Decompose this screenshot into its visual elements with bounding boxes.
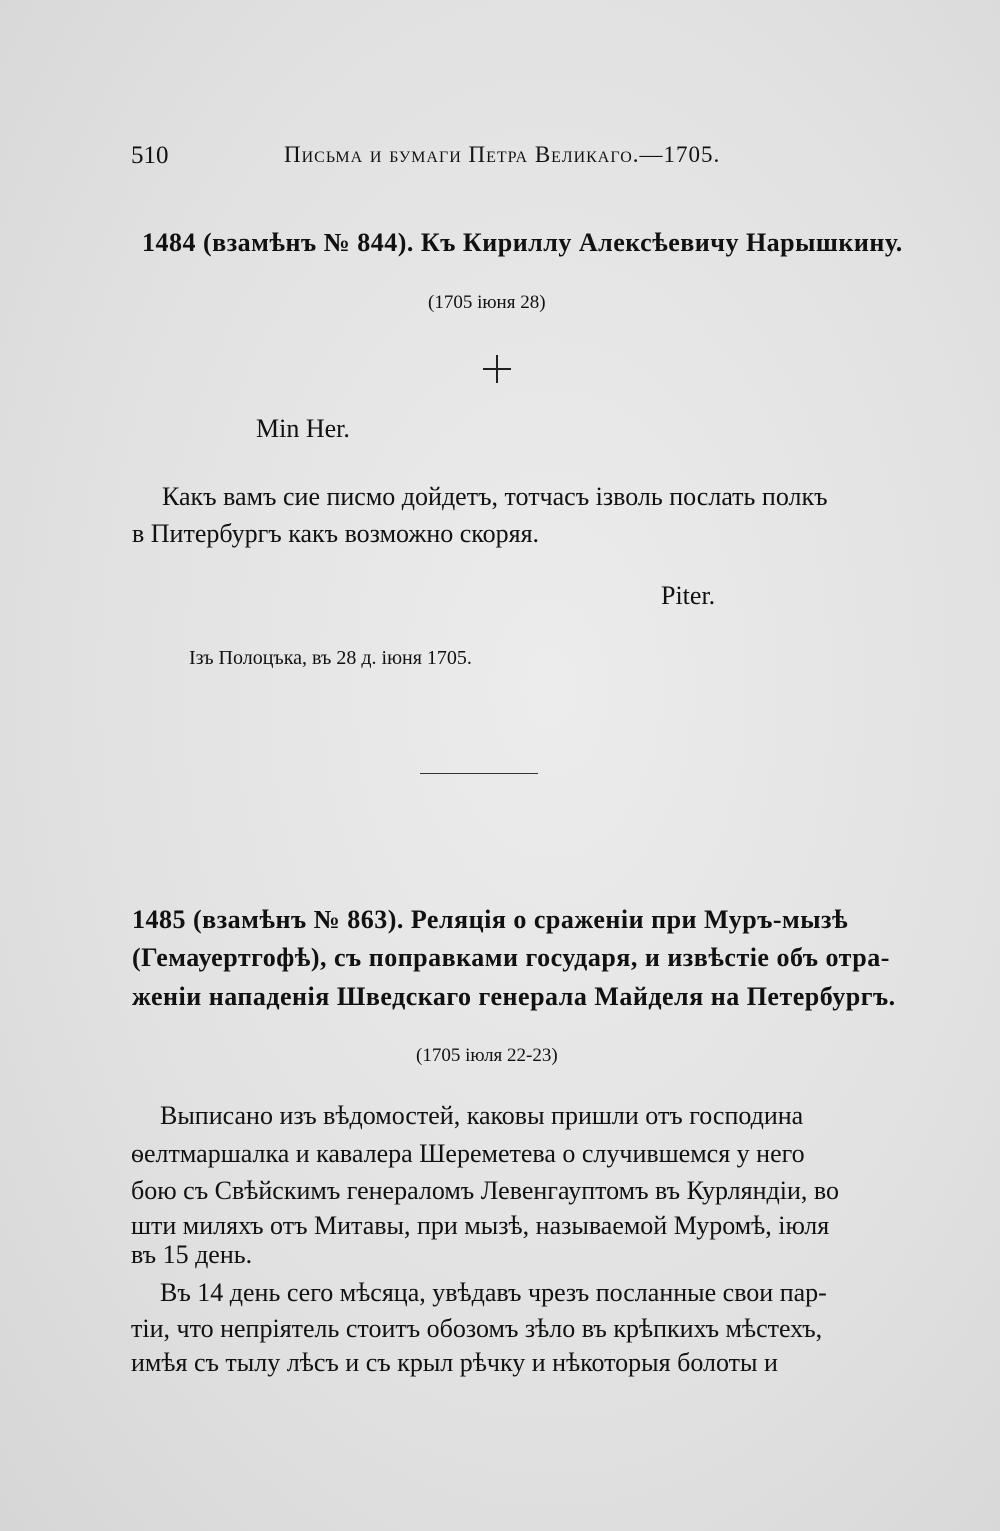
document-1485-line-6: Въ 14 день сего мѣсяца, увѣдавъ чрезъ посланные свои пар- xyxy=(160,1278,827,1307)
document-1485-line-5: въ 15 день. xyxy=(131,1240,253,1269)
section-divider xyxy=(420,773,538,774)
document-1485-line-7: тіи, что непріятель стоитъ обозомъ зѣло въ крѣпкихъ мѣстехъ, xyxy=(131,1314,823,1343)
document-1485-line-3: бою съ Свѣйскимъ генераломъ Левенгауптомъ въ Курляндіи, во xyxy=(131,1176,839,1205)
document-1485-heading-line-2: (Гемауертгофѣ), съ поправками государя, и извѣстіе объ отра- xyxy=(132,943,890,972)
document-1485-line-4: шти миляхъ отъ Митавы, при мызѣ, называемой Муромѣ, іюля xyxy=(131,1211,830,1240)
letter-1484-salutation: Min Her. xyxy=(256,414,350,443)
document-1485-line-2: ѳелтмаршалка и кавалера Шереметева о случившемся у него xyxy=(131,1139,805,1168)
letter-1484-date: (1705 іюня 28) xyxy=(428,292,546,313)
cross-symbol-icon xyxy=(483,355,511,383)
page-number: 510 xyxy=(131,142,169,169)
letter-1484-line-2: в Питербургъ какъ возможно скоряя. xyxy=(132,519,540,548)
document-1485-date: (1705 іюля 22-23) xyxy=(416,1045,558,1066)
letter-1484-heading: 1484 (взамѣнъ № 844). Къ Кириллу Алексѣевичу Нарышкину. xyxy=(142,228,903,257)
document-1485-heading-line-3: женіи нападенія Шведскаго генерала Майделя на Петербургъ. xyxy=(132,982,896,1011)
letter-1484-signature: Piter. xyxy=(661,581,716,610)
running-head: Письма и бумаги Петра Великаго.—1705. xyxy=(284,142,721,167)
letter-1484-place-date: Ізъ Полоцъка, въ 28 д. іюня 1705. xyxy=(189,647,472,669)
letter-1484-line-1: Какъ вамъ сие писмо дойдетъ, тотчасъ ізволь послать полкъ xyxy=(162,482,828,511)
document-1485-line-8: имѣя съ тылу лѣсъ и съ крыл рѣчку и нѣкоторыя болоты и xyxy=(131,1348,778,1377)
document-1485-heading-line-1: 1485 (взамѣнъ № 863). Реляція о сраженіи при Муръ-мызѣ xyxy=(132,905,849,934)
document-1485-line-1: Выписано изъ вѣдомостей, каковы пришли отъ господина xyxy=(160,1101,804,1130)
